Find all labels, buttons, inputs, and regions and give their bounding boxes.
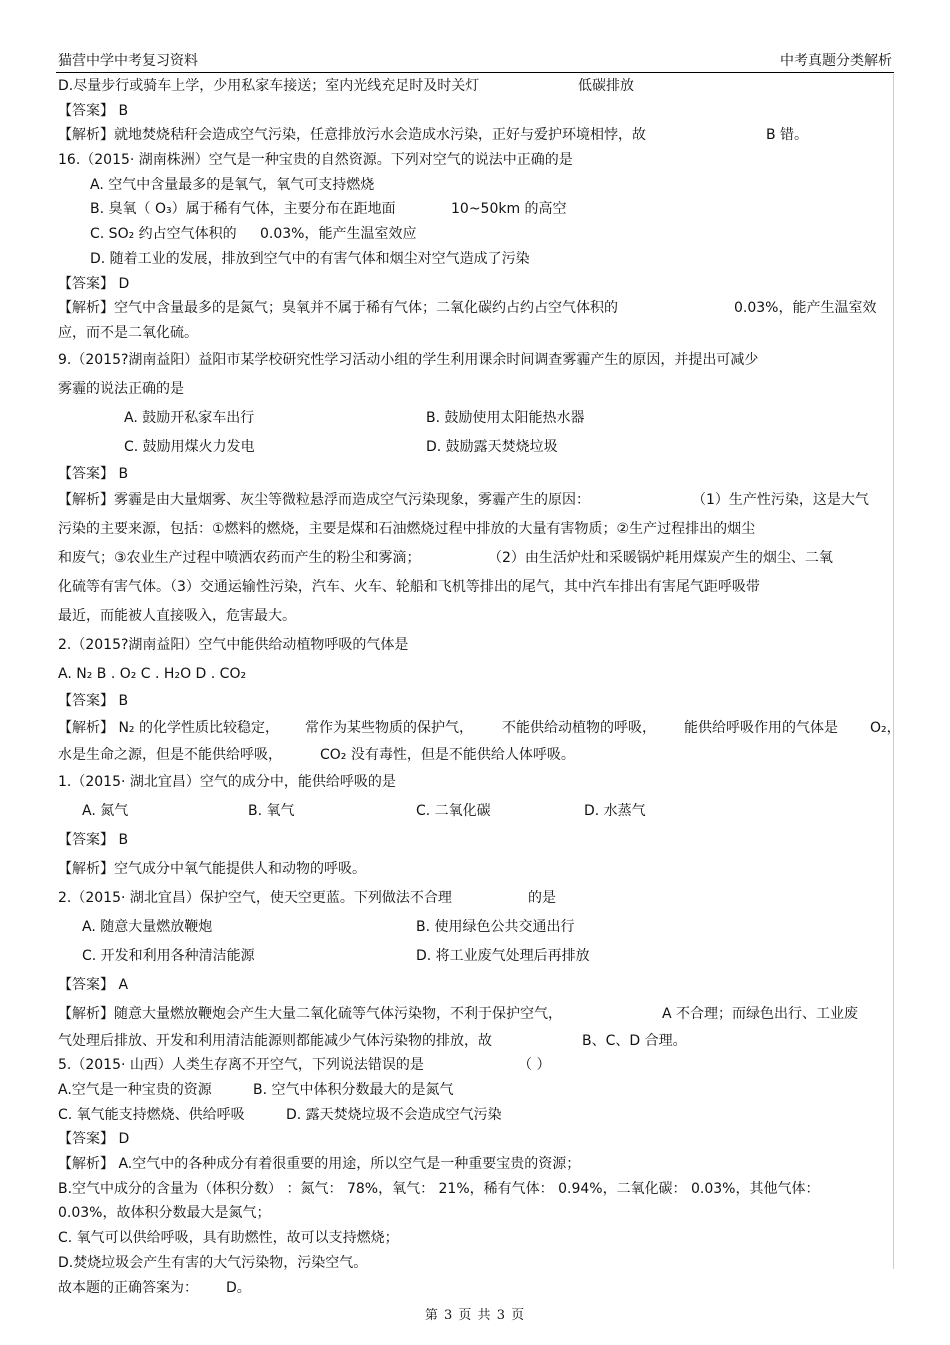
text: A.空气是一种宝贵的资源 <box>58 1082 212 1098</box>
text: 5.（2015· 山西）人类生存离不开空气，下列说法错误的是 <box>58 1057 424 1074</box>
option-line <box>58 1103 890 1128</box>
question-line: 9.（2015?湖南益阳）益阳市某学校研究性学习活动小组的学生利用课余时间调查雾霾产生的原因，并提出可减少 <box>58 351 759 368</box>
analysis-line: 【解析】 A.空气中的各种成分有着很重要的用途，所以空气是一种重要宝贵的资源； <box>58 1156 581 1173</box>
text: 10~50km 的高空 <box>451 201 567 218</box>
question-line <box>58 1053 890 1078</box>
answer-line: 【答案】 B <box>58 102 129 119</box>
text: 不能供给动植物的呼吸， <box>502 719 656 736</box>
analysis-line <box>58 296 890 321</box>
text: D。 <box>226 1279 251 1296</box>
text: C. SO₂ 约占空气体积的 <box>90 226 237 243</box>
text: D. 将工业废气处理后再排放 <box>416 947 590 964</box>
analysis-line: C. 氧气可以供给呼吸，具有助燃性，故可以支持燃烧； <box>58 1230 399 1247</box>
option-line <box>58 404 890 433</box>
analysis-line: 污染的主要来源，包括：①燃料的燃烧，主要是煤和石油燃烧过程中排放的大量有害物质；②生产过程排出的烟尘 <box>58 521 756 538</box>
text: D. 水蒸气 <box>584 802 646 819</box>
text: B. 使用绿色公共交通出行 <box>416 918 575 935</box>
text: A. 随意大量燃放鞭炮 <box>82 918 213 935</box>
analysis-line: D.焚烧垃圾会产生有害的大气污染物，污染空气。 <box>58 1254 368 1271</box>
text: （1）生产性污染，这是大气 <box>692 492 869 509</box>
text: （ ） <box>518 1057 551 1074</box>
analysis-line: 0.03%，故体积分数最大是氮气； <box>58 1205 271 1222</box>
text: D.尽量步行或骑车上学，少用私家车接送；室内光线充足时及时关灯 <box>58 78 480 94</box>
question-line: 雾霾的说法正确的是 <box>58 380 184 397</box>
analysis-line <box>58 743 890 768</box>
option-line: A. N₂ B . O₂ C . H₂O D . CO₂ <box>58 666 247 683</box>
text: 常作为某些物质的保护气， <box>305 719 473 736</box>
text: D. 鼓励露天焚烧垃圾 <box>426 438 558 455</box>
analysis-line: B.空气中成分的含量为（体积分数） ：氮气： 78%，氧气： 21%，稀有气体： 0.94%，二氧化碳： 0.03%，其他气体： <box>58 1180 820 1197</box>
option-line <box>58 433 890 462</box>
text: B. 鼓励使用太阳能热水器 <box>426 409 585 426</box>
option-line: D. 随着工业的发展，排放到空气中的有害气体和烟尘对空气造成了污染 <box>90 250 530 267</box>
text: （2）由生活炉灶和采暖锅炉耗用煤炭产生的烟尘、二氧 <box>488 550 833 567</box>
analysis-line <box>58 123 890 148</box>
text: 和废气；③农业生产过程中喷洒农药而产生的粉尘和雾滴； <box>58 550 421 567</box>
text: 低碳排放 <box>578 78 634 94</box>
header-rule <box>56 72 894 73</box>
text: O₂， <box>870 719 901 736</box>
text: D. 露天焚烧垃圾不会造成空气污染 <box>286 1106 502 1123</box>
text: B. 氧气 <box>248 802 295 819</box>
text: A. 鼓励开私家车出行 <box>124 409 255 426</box>
text: B. 空气中体积分数最大的是氮气 <box>253 1082 454 1098</box>
analysis-line <box>58 544 890 573</box>
header-left: 猫营中学中考复习资料 <box>58 53 198 69</box>
header-right: 中考真题分类解析 <box>780 53 892 69</box>
analysis-line: 化硫等有害气体。（3）交通运输性污染，汽车、火车、轮船和飞机等排出的尾气，其中汽车排出有害尾气距呼吸带 <box>58 579 760 596</box>
text: 0.03%，能产生温室效应 <box>260 226 417 243</box>
question-line: 2.（2015?湖南益阳）空气中能供给动植物呼吸的气体是 <box>58 637 409 654</box>
margin-line <box>893 74 894 1269</box>
text: 【解析】 N₂ 的化学性质比较稳定， <box>58 719 279 736</box>
answer-line: 【答案】 D <box>58 275 130 292</box>
analysis-line <box>58 1000 890 1029</box>
analysis-line <box>58 486 890 515</box>
text: A. 氮气 <box>82 802 129 819</box>
text: 2.（2015· 湖北宜昌）保护空气，使天空更蓝。下列做法不合理 <box>58 889 452 906</box>
question-line: 1.（2015· 湖北宜昌）空气的成分中，能供给呼吸的是 <box>58 773 396 790</box>
analysis-line: 应，而不是二氧化硫。 <box>58 324 198 341</box>
answer-line: 【答案】 B <box>58 831 129 848</box>
text: 能供给呼吸作用的气体是 <box>684 719 838 736</box>
page-header <box>58 50 892 72</box>
question-line: 16.（2015· 湖南株洲）空气是一种宝贵的自然资源。下列对空气的说法中正确的是 <box>58 152 573 169</box>
text-line <box>58 74 890 99</box>
analysis-line: 【解析】空气成分中氧气能提供人和动物的呼吸。 <box>58 860 366 877</box>
answer-line: 【答案】 B <box>58 693 129 710</box>
analysis-line <box>58 714 901 743</box>
conclusion-line <box>58 1276 890 1301</box>
text: B、C、D 合理。 <box>582 1032 687 1049</box>
text: C. 二氧化碳 <box>416 802 491 819</box>
text: A 不合理；而绿色出行、工业废 <box>662 1005 859 1022</box>
analysis-line: 最近，而能被人直接吸入，危害最大。 <box>58 608 296 625</box>
text: 0.03%，能产生温室效 <box>734 300 877 317</box>
document-body <box>58 74 901 1300</box>
text: CO₂ 没有毒性，但是不能供给人体呼吸。 <box>320 746 575 763</box>
text: 的是 <box>528 889 556 906</box>
answer-line: 【答案】 B <box>58 465 129 482</box>
analysis-line <box>58 1029 890 1054</box>
option-line <box>58 197 890 222</box>
text: 【解析】随意大量燃放鞭炮会产生大量二氧化硫等气体污染物，不利于保护空气， <box>58 1005 562 1022</box>
text: 气处理后排放、开发和利用清洁能源则都能减少气体污染物的排放，故 <box>58 1032 492 1049</box>
page-number: 第 3 页 共 3 页 <box>424 1308 526 1323</box>
text: C. 鼓励用煤火力发电 <box>124 438 255 455</box>
option-line <box>58 222 890 247</box>
text: B. 臭氧（ O₃）属于稀有气体，主要分布在距地面 <box>90 201 396 218</box>
option-line <box>58 942 890 971</box>
text: 【解析】雾霾是由大量烟雾、灰尘等微粒悬浮而造成空气污染现象，雾霾产生的原因： <box>58 492 590 509</box>
option-line: A. 空气中含量最多的是氧气，氧气可支持燃烧 <box>90 176 375 193</box>
answer-line: 【答案】 D <box>58 1131 130 1148</box>
text: 【解析】空气中含量最多的是氮气；臭氧并不属于稀有气体；二氧化碳约占约占空气体积的 <box>58 300 618 317</box>
answer-line: 【答案】 A <box>58 976 129 993</box>
question-line <box>58 884 890 913</box>
option-line <box>58 913 890 942</box>
text: C. 氧气能支持燃烧、供给呼吸 <box>58 1106 245 1123</box>
option-line <box>58 797 890 826</box>
text: B 错。 <box>766 127 809 144</box>
text: 水是生命之源，但是不能供给呼吸， <box>58 746 282 763</box>
text: C. 开发和利用各种清洁能源 <box>82 947 255 964</box>
text: 故本题的正确答案为： <box>58 1279 198 1296</box>
option-line <box>58 1078 890 1103</box>
text: 【解析】就地焚烧秸秆会造成空气污染，任意排放污水会造成水污染，正好与爱护环境相悖，故 <box>58 127 646 144</box>
